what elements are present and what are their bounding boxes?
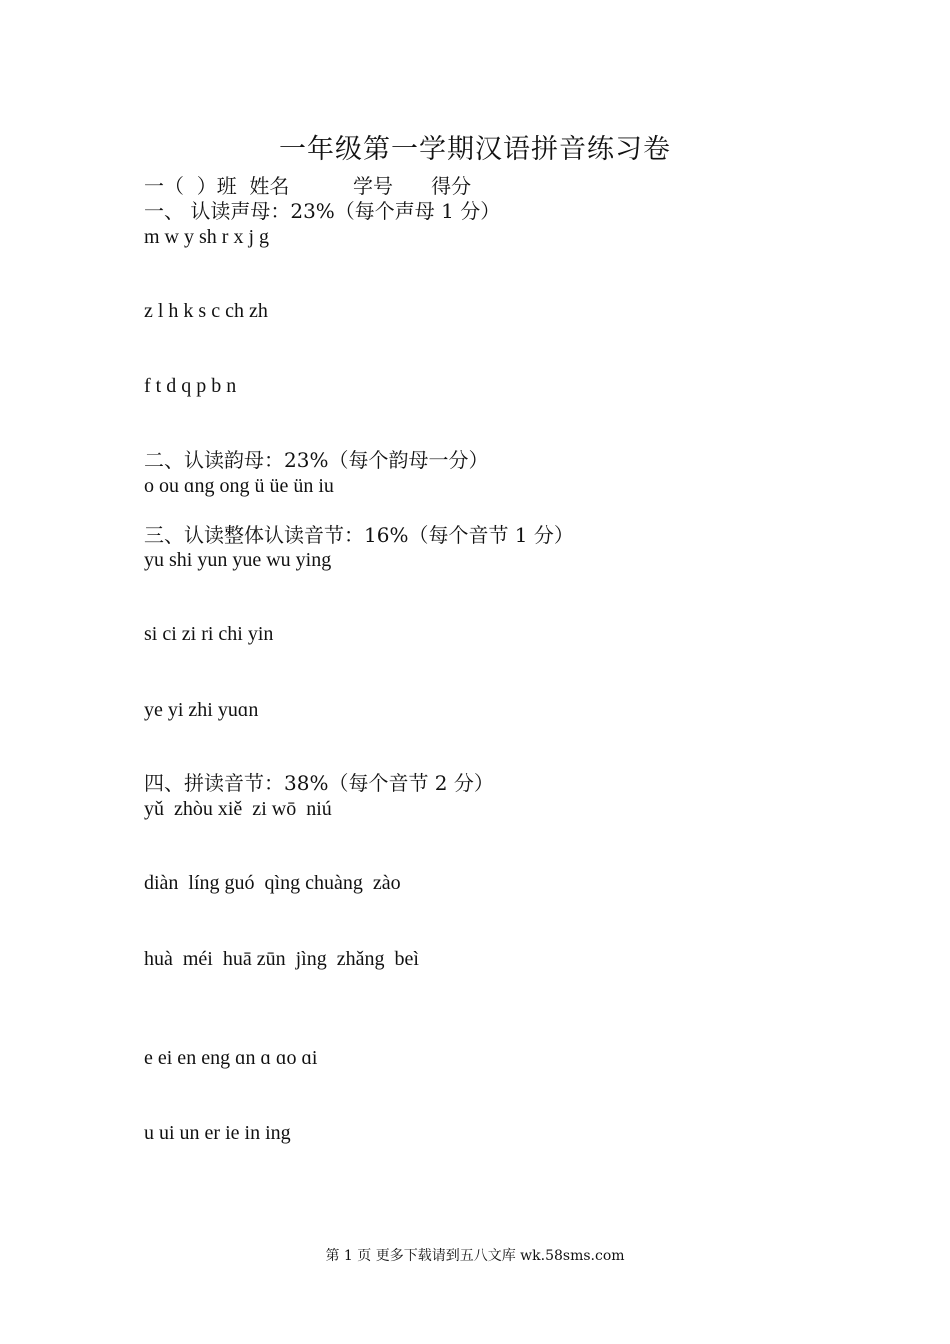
- section3-row: ye yi zhi yuɑn: [144, 699, 259, 721]
- student-info-line: 一（ ）班 姓名 学号 得分: [144, 174, 472, 198]
- extra-finals-row: u ui un er ie in ing: [144, 1122, 291, 1144]
- section1-row: z l h k s c ch zh: [144, 300, 268, 322]
- section4-row: diàn líng guó qìng chuàng zào: [144, 872, 401, 894]
- section4-row: yǔ zhòu xiě zi wō niú: [144, 798, 332, 820]
- section1-row: m w y sh r x j g: [144, 226, 269, 248]
- page-footer: 第 1 页 更多下载请到五八文库 wk.58sms.com: [325, 1248, 625, 1264]
- section4-row: huà méi huā zūn jìng zhǎng beì: [144, 948, 419, 970]
- section2-heading: 二、认读韵母：23%（每个韵母一分）: [144, 448, 489, 472]
- section3-row: si ci zi ri chi yin: [144, 623, 274, 645]
- section4-heading: 四、拼读音节：38%（每个音节 2 分）: [144, 771, 494, 795]
- page-title: 一年级第一学期汉语拼音练习卷: [279, 134, 671, 165]
- section3-row: yu shi yun yue wu ying: [144, 549, 332, 571]
- section1-row: f t d q p b n: [144, 375, 237, 397]
- section2-row: o ou ɑng ong ü üe ün iu: [144, 475, 334, 497]
- section3-heading: 三、认读整体认读音节：16%（每个音节 1 分）: [144, 523, 574, 547]
- section1-heading: 一、 认读声母：23%（每个声母 1 分）: [144, 199, 501, 223]
- extra-finals-row: e ei en eng ɑn ɑ ɑo ɑi: [144, 1047, 318, 1069]
